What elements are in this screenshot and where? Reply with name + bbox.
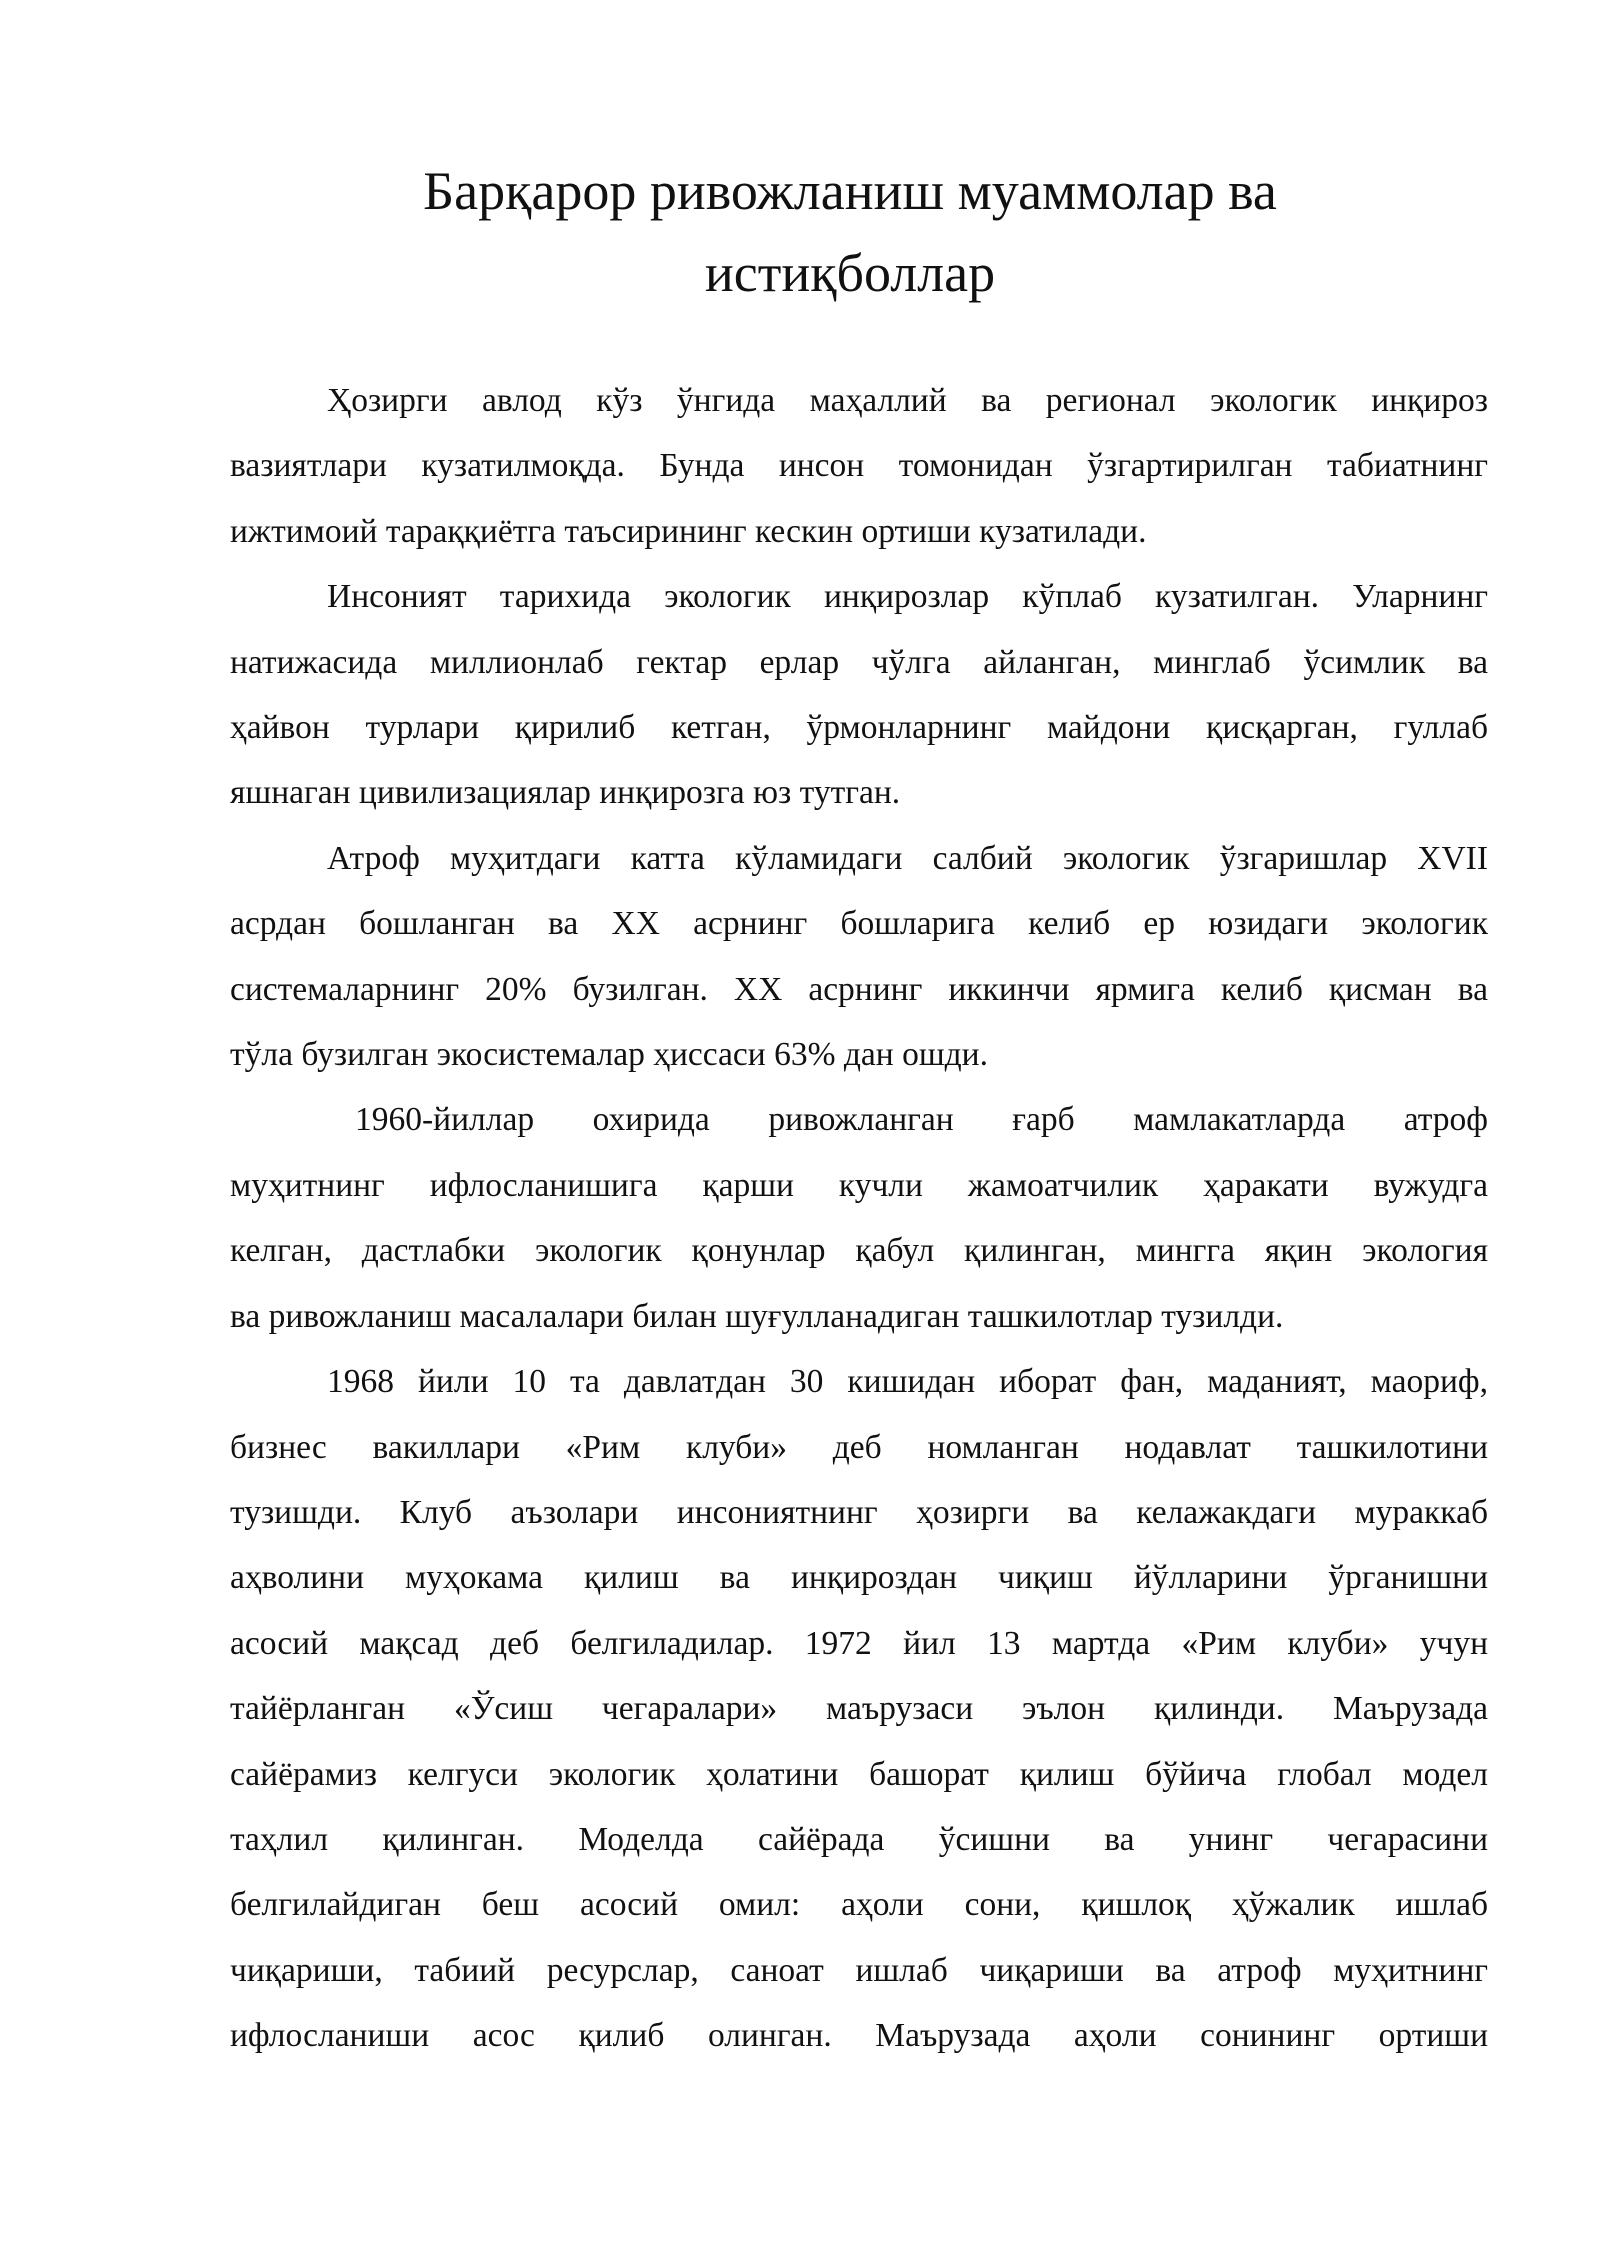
text-line: натижасида миллионлаб гектар ерлар чўлга айланган, минглаб ўсимлик ва <box>230 643 1488 681</box>
text-line: яшнаган цивилизациялар инқирозга юз тутган. <box>230 774 901 812</box>
text-line: ҳайвон турлари қирилиб кетган, ўрмонларнинг майдони қисқарган, гуллаб <box>230 709 1488 747</box>
text-line: Ҳозирги авлод кўз ўнгида маҳаллий ва регионал экологик инқироз <box>327 382 1488 419</box>
text-line: вазиятлари кузатилмоқда. Бунда инсон томонидан ўзгартирилган табиатнинг <box>230 447 1488 485</box>
text-line: ифлосланиши асос қилиб олинган. Маърузада аҳоли сонининг ортиши <box>230 2017 1488 2055</box>
text-line: келган, дастлабки экологик қонунлар қабул қилинган, мингга яқин экология <box>230 1232 1488 1270</box>
text-line: 1960-йиллар охирида ривожланган ғарб мамлакатларда атроф <box>355 1101 1488 1139</box>
text-line: асосий мақсад деб белгиладилар. 1972 йил 13 мартда «Рим клуби» учун <box>230 1624 1488 1662</box>
text-line: 1968 йили 10 та давлатдан 30 кишидан иборат фан, маданият, маориф, <box>327 1363 1488 1401</box>
text-line: сайёрамиз келгуси экологик ҳолатини башорат қилиш бўйича глобал модел <box>230 1755 1488 1793</box>
paragraph-4 <box>230 1087 1488 1349</box>
document-body <box>230 368 1488 2069</box>
document-title <box>300 150 1400 314</box>
text-line: бизнес вакиллари «Рим клуби» деб номланган нодавлат ташкилотини <box>230 1428 1488 1466</box>
paragraph-2 <box>230 564 1488 826</box>
paragraph-3 <box>230 826 1488 1088</box>
text-line: асрдан бошланган ва XX асрнинг бошларига келиб ер юзидаги экологик <box>230 905 1488 943</box>
text-line: тузишди. Клуб аъзолари инсониятнинг ҳозирги ва келажакдаги мураккаб <box>230 1493 1488 1531</box>
text-line: Атроф муҳитдаги катта кўламидаги салбий экологик ўзгаришлар XVII <box>327 839 1488 877</box>
title-line-2: истиқболлар <box>704 243 996 303</box>
paragraph-1 <box>230 368 1488 564</box>
text-line: муҳитнинг ифлосланишига қарши кучли жамоатчилик ҳаракати вужудга <box>230 1166 1488 1204</box>
text-line: ва ривожланиш масалалари билан шуғулланадиган ташкилотлар тузилди. <box>230 1297 1284 1335</box>
text-line: аҳволини муҳокама қилиш ва инқироздан чиқиш йўлларини ўрганишни <box>230 1559 1488 1597</box>
text-line: белгилайдиган беш асосий омил: аҳоли сони, қишлоқ ҳўжалик ишлаб <box>230 1886 1488 1924</box>
text-line: тўла бузилган экосистемалар ҳиссаси 63% дан ошди. <box>230 1036 988 1074</box>
text-line: тайёрланган «Ўсиш чегаралари» маърузаси эълон қилинди. Маърузада <box>230 1690 1488 1728</box>
title-line-1: Барқарор ривожланиш муаммолар ва <box>423 161 1277 221</box>
text-line: системаларнинг 20% бузилган. XX асрнинг иккинчи ярмига келиб қисман ва <box>230 970 1488 1008</box>
paragraph-5 <box>230 1349 1488 2068</box>
text-line: ижтимоий тараққиётга таъсирининг кескин ортиши кузатилади. <box>230 512 1147 550</box>
text-line: таҳлил қилинган. Моделда сайёрада ўсишни ва унинг чегарасини <box>230 1820 1488 1858</box>
text-line: чиқариши, табиий ресурслар, саноат ишлаб чиқариши ва атроф муҳитнинг <box>230 1951 1488 1989</box>
text-line: Инсоният тарихида экологик инқирозлар кўплаб кузатилган. Уларнинг <box>327 578 1488 616</box>
